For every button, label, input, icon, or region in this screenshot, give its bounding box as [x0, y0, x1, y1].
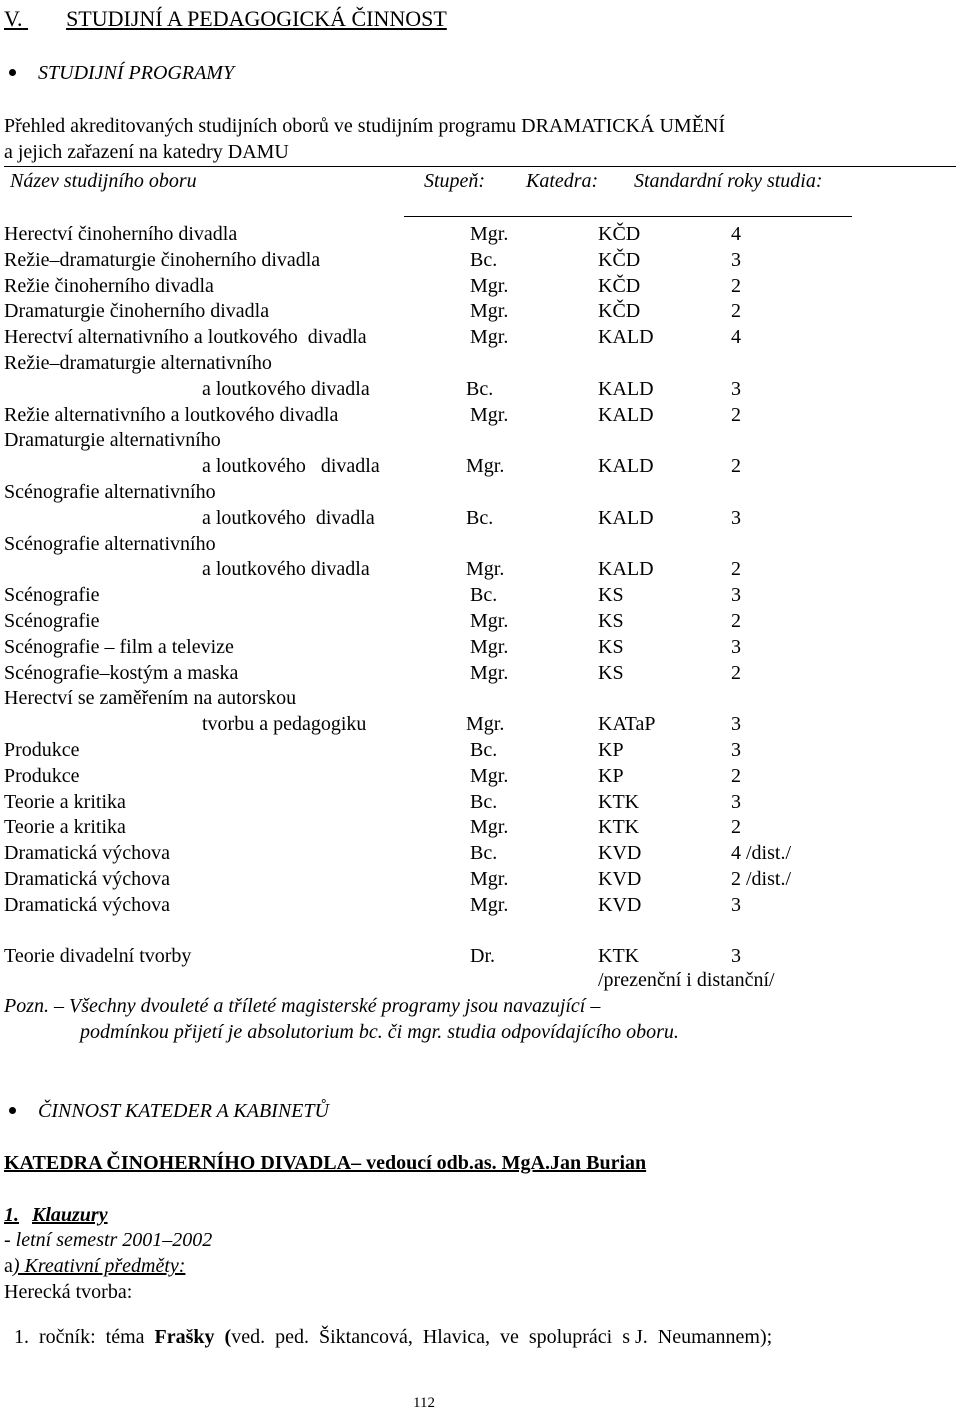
section-title-departments: ČINNOST KATEDER A KABINETŮ — [38, 1100, 329, 1122]
program-name-continued: a loutkového divadla — [202, 558, 370, 581]
klauzury-number: 1. — [4, 1204, 19, 1226]
program-name: Režie–dramaturgie činoherního divadla — [4, 248, 321, 271]
year-line-bold: Frašky ( — [154, 1326, 232, 1348]
program-name: Režie–dramaturgie alternativního — [4, 352, 272, 374]
program-name: Herectví se zaměřením na autorskou — [4, 687, 297, 710]
program-department: KVD — [598, 842, 642, 865]
bullet-icon — [9, 69, 16, 76]
program-department: KALD — [598, 326, 654, 349]
program-degree: Mgr. — [470, 223, 509, 245]
program-name: Dramaturgie činoherního divadla — [4, 300, 270, 323]
program-years: 3 — [731, 893, 741, 916]
program-department: KS — [598, 584, 624, 607]
program-department: KČD — [598, 300, 641, 323]
program-years: 2 — [731, 558, 741, 581]
program-degree: Mgr. — [470, 300, 509, 323]
program-years: 4 — [731, 223, 741, 245]
program-degree: Mgr. — [470, 893, 509, 916]
program-degree: Mgr. — [470, 764, 509, 787]
program-degree: Mgr. — [470, 635, 509, 658]
program-degree: Mgr. — [470, 326, 509, 349]
note-label: Pozn. — [4, 995, 49, 1017]
program-years: 3 — [731, 248, 741, 271]
program-name: Teorie a kritika — [4, 816, 126, 839]
program-years: 3 — [731, 945, 741, 968]
year-line-part-1: 1. ročník: téma — [14, 1326, 155, 1348]
program-degree: Bc. — [466, 377, 494, 400]
program-years: 4 /dist./ — [731, 842, 792, 865]
program-degree: Bc. — [470, 739, 498, 761]
program-name: Režie činoherního divadla — [4, 274, 214, 297]
program-degree: Mgr. — [470, 816, 509, 839]
program-degree: Mgr. — [470, 610, 509, 632]
program-name: Teorie a kritika — [4, 790, 126, 813]
program-years: 3 — [731, 377, 741, 400]
program-name: Scénografie – film a televize — [4, 635, 234, 658]
program-department: KS — [598, 635, 624, 658]
intro-line-1: Přehled akreditovaných studijních oborů ve studijním programu DRAMATICKÁ UMĚNÍ — [4, 115, 726, 137]
program-degree: Bc. — [470, 248, 498, 271]
program-name: Dramatická výchova — [4, 893, 171, 916]
program-department: KATaP — [598, 713, 656, 736]
program-degree: Mgr. — [470, 274, 509, 297]
note-line-2: podmínkou přijetí je absolutorium bc. či mgr. studia odpovídajícího oboru. — [80, 1021, 679, 1043]
program-name: Dramatická výchova — [4, 842, 171, 865]
doctoral-note: /prezenční i distanční/ — [598, 969, 775, 991]
program-years: 2 — [731, 455, 741, 478]
semester-line: - letní semestr 2001–2002 — [4, 1229, 213, 1251]
program-name: Scénografie alternativního — [4, 481, 216, 503]
intro-line-2: a jejich zařazení na katedry DAMU — [4, 141, 289, 163]
chapter-title: STUDIJNÍ A PEDAGOGICKÁ ČINNOST — [66, 6, 447, 31]
year-line-part-2: ved. ped. Šiktancová, Hlavica, ve spolupráci s J. Neumannem); — [231, 1326, 773, 1348]
program-department: KVD — [598, 868, 642, 890]
program-degree: Bc. — [470, 790, 498, 813]
chapter-number: V. — [4, 6, 23, 31]
program-department: KTK — [598, 945, 640, 968]
program-years: 2 — [731, 610, 741, 632]
program-department: KČD — [598, 274, 641, 297]
program-department: KALD — [598, 455, 654, 478]
program-department: KALD — [598, 558, 654, 581]
bullet-icon — [9, 1107, 16, 1114]
program-name: Dramatická výchova — [4, 868, 171, 890]
program-years: 3 — [731, 635, 741, 658]
program-degree: Mgr. — [470, 403, 509, 426]
program-name-continued: a loutkového divadla — [202, 506, 375, 529]
note-line-1 — [4, 996, 600, 1016]
header-bottom-rule — [404, 216, 852, 217]
note-text-1: – Všechny dvouleté a tříleté magisterské programy jsou navazující – — [49, 995, 601, 1017]
creative-label: ) Kreativní předměty: — [12, 1255, 186, 1277]
chapter-heading — [4, 8, 447, 30]
program-department: KVD — [598, 893, 642, 916]
program-name: Herectví alternativního a loutkového divadla — [4, 326, 367, 349]
program-name: Teorie divadelní tvorby — [4, 945, 192, 968]
program-name: Produkce — [4, 764, 80, 787]
program-name: Produkce — [4, 739, 80, 761]
program-name: Scénografie–kostým a maska — [4, 661, 239, 684]
program-degree: Mgr. — [470, 868, 509, 890]
creative-subjects — [4, 1256, 185, 1276]
section-title-programs: STUDIJNÍ PROGRAMY — [38, 62, 235, 84]
program-years: 2 — [731, 816, 741, 839]
program-years: 4 — [731, 326, 741, 349]
program-years: 2 — [731, 300, 741, 323]
program-department: KČD — [598, 223, 641, 245]
program-years: 3 — [731, 790, 741, 813]
program-years: 2 /dist./ — [731, 868, 792, 890]
program-degree: Dr. — [470, 945, 495, 968]
program-name: Dramaturgie alternativního — [4, 429, 221, 452]
program-name-continued: a loutkového divadla — [202, 455, 380, 478]
col-header-dept: Katedra: — [526, 170, 599, 192]
program-department: KTK — [598, 816, 640, 839]
program-name: Scénografie alternativního — [4, 532, 216, 555]
program-degree: Bc. — [466, 506, 494, 529]
program-name: Režie alternativního a loutkového divadla — [4, 403, 339, 426]
col-header-years: Standardní roky studia: — [634, 170, 823, 192]
program-name-continued: tvorbu a pedagogiku — [202, 713, 367, 736]
program-degree: Mgr. — [466, 455, 505, 478]
program-name-continued: a loutkového divadla — [202, 377, 370, 400]
program-department: KTK — [598, 790, 640, 813]
program-name: Scénografie — [4, 584, 100, 607]
program-department: KALD — [598, 377, 654, 400]
klauzury-title: Klauzury — [32, 1204, 108, 1226]
program-department: KP — [598, 739, 624, 761]
page-number: 112 — [413, 1395, 435, 1411]
program-years: 3 — [731, 506, 741, 529]
klauzury-heading — [4, 1205, 108, 1225]
col-header-degree: Stupeň: — [424, 170, 486, 192]
program-degree: Mgr. — [466, 713, 505, 736]
program-department: KS — [598, 610, 624, 632]
header-top-rule — [4, 166, 956, 167]
creative-prefix: a — [4, 1255, 13, 1277]
department-title: KATEDRA ČINOHERNÍHO DIVADLA– vedoucí odb.as. MgA.Jan Burian — [4, 1152, 647, 1174]
program-department: KS — [598, 661, 624, 684]
program-degree: Bc. — [470, 842, 498, 865]
program-years: 2 — [731, 661, 741, 684]
program-degree: Mgr. — [470, 661, 509, 684]
program-department: KALD — [598, 403, 654, 426]
program-department: KP — [598, 764, 624, 787]
program-years: 2 — [731, 274, 741, 297]
acting-label: Herecká tvorba: — [4, 1281, 133, 1303]
program-years: 2 — [731, 403, 741, 426]
program-degree: Bc. — [470, 584, 498, 607]
program-years: 3 — [731, 739, 741, 761]
program-name: Scénografie — [4, 610, 100, 632]
col-header-name: Název studijního oboru — [10, 170, 197, 192]
program-degree: Mgr. — [466, 558, 505, 581]
program-years: 3 — [731, 584, 741, 607]
program-department: KČD — [598, 248, 641, 271]
program-department: KALD — [598, 506, 654, 529]
program-years: 3 — [731, 713, 741, 736]
year-line — [4, 1307, 772, 1347]
program-years: 2 — [731, 764, 741, 787]
program-name: Herectví činoherního divadla — [4, 223, 238, 245]
